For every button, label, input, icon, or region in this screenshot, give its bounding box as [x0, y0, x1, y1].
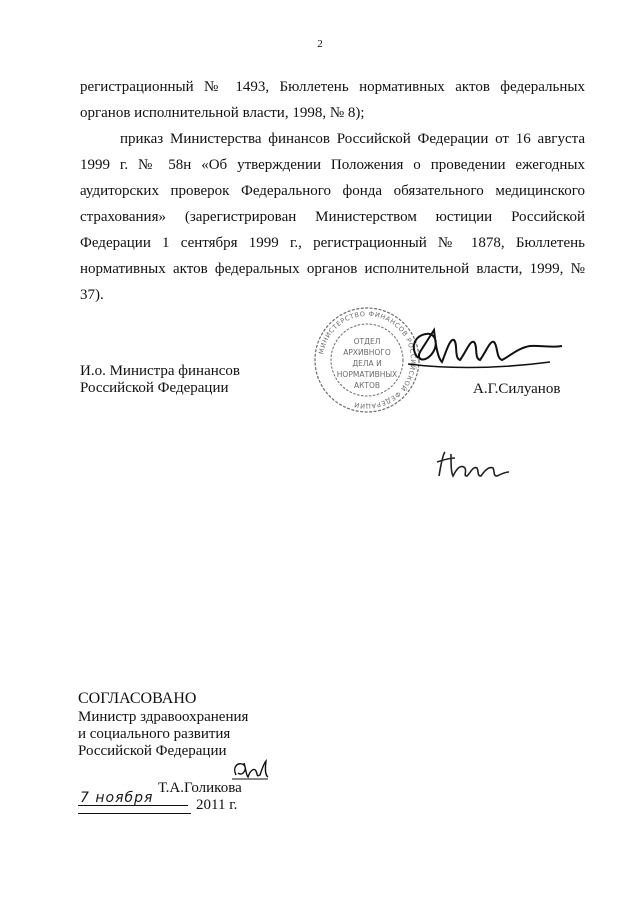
stamp-line-4: НОРМАТИВНЫХ — [336, 370, 398, 379]
date-year: 2011 г. — [196, 797, 238, 813]
handwritten-date: 7 ноября — [80, 790, 154, 806]
page-number: 2 — [317, 38, 323, 50]
date-field — [78, 790, 191, 814]
approval-heading: СОГЛАСОВАНО — [78, 690, 197, 707]
minister-signature — [400, 318, 570, 388]
stamp-line-3: ДЕЛА И — [352, 359, 382, 368]
approver-name-line — [158, 780, 242, 797]
paragraph-continuation: регистрационный № 1493, Бюллетень нормативных актов федеральных органов исполнительной власти, 1998, № 8); — [80, 79, 585, 121]
date-underline-stroke — [78, 805, 188, 806]
approval-line-2: и социального развития — [78, 726, 231, 742]
approval-block — [78, 690, 248, 760]
stamp-line-5: АКТОВ — [353, 381, 381, 390]
stamp-ring-text: МИНИСТЕРСТВО ФИНАНСОВ РОССИЙСКОЙ ФЕДЕРАЦИИ — [317, 309, 418, 411]
signer-title-line-1: И.о. Министра финансов — [80, 363, 241, 379]
signer-title — [80, 363, 240, 397]
paragraph-order-reference: приказ Министерства финансов Российской Федерации от 16 августа 1999 г. № 58н «Об утверждении Положения о проведении ежегодных аудиторских проверок Федерального фонда обязательного медицинского страхования» (зарегистрирован Министерством юстиции Российской Федерации 1 сентября 1999 г., регистрационный № 1878, Бюллетень нормативных актов федеральных органов исполнительной власти, 1999, № 37). — [80, 131, 585, 303]
approver-signature — [230, 757, 270, 782]
approval-line-3: Российской Федерации — [78, 743, 227, 759]
signer-name: А.Г.Силуанов — [473, 381, 561, 397]
date-line — [78, 790, 238, 814]
approval-line-1: Министр здравоохранения — [78, 709, 249, 725]
stamp-line-2: АРХИВНОГО — [343, 348, 391, 357]
initials-signature — [433, 446, 513, 486]
stamp-line-1: ОТДЕЛ — [353, 337, 381, 346]
signer-title-line-2: Российской Федерации — [80, 380, 229, 396]
approver-name: Т.А.Голикова — [158, 780, 242, 796]
